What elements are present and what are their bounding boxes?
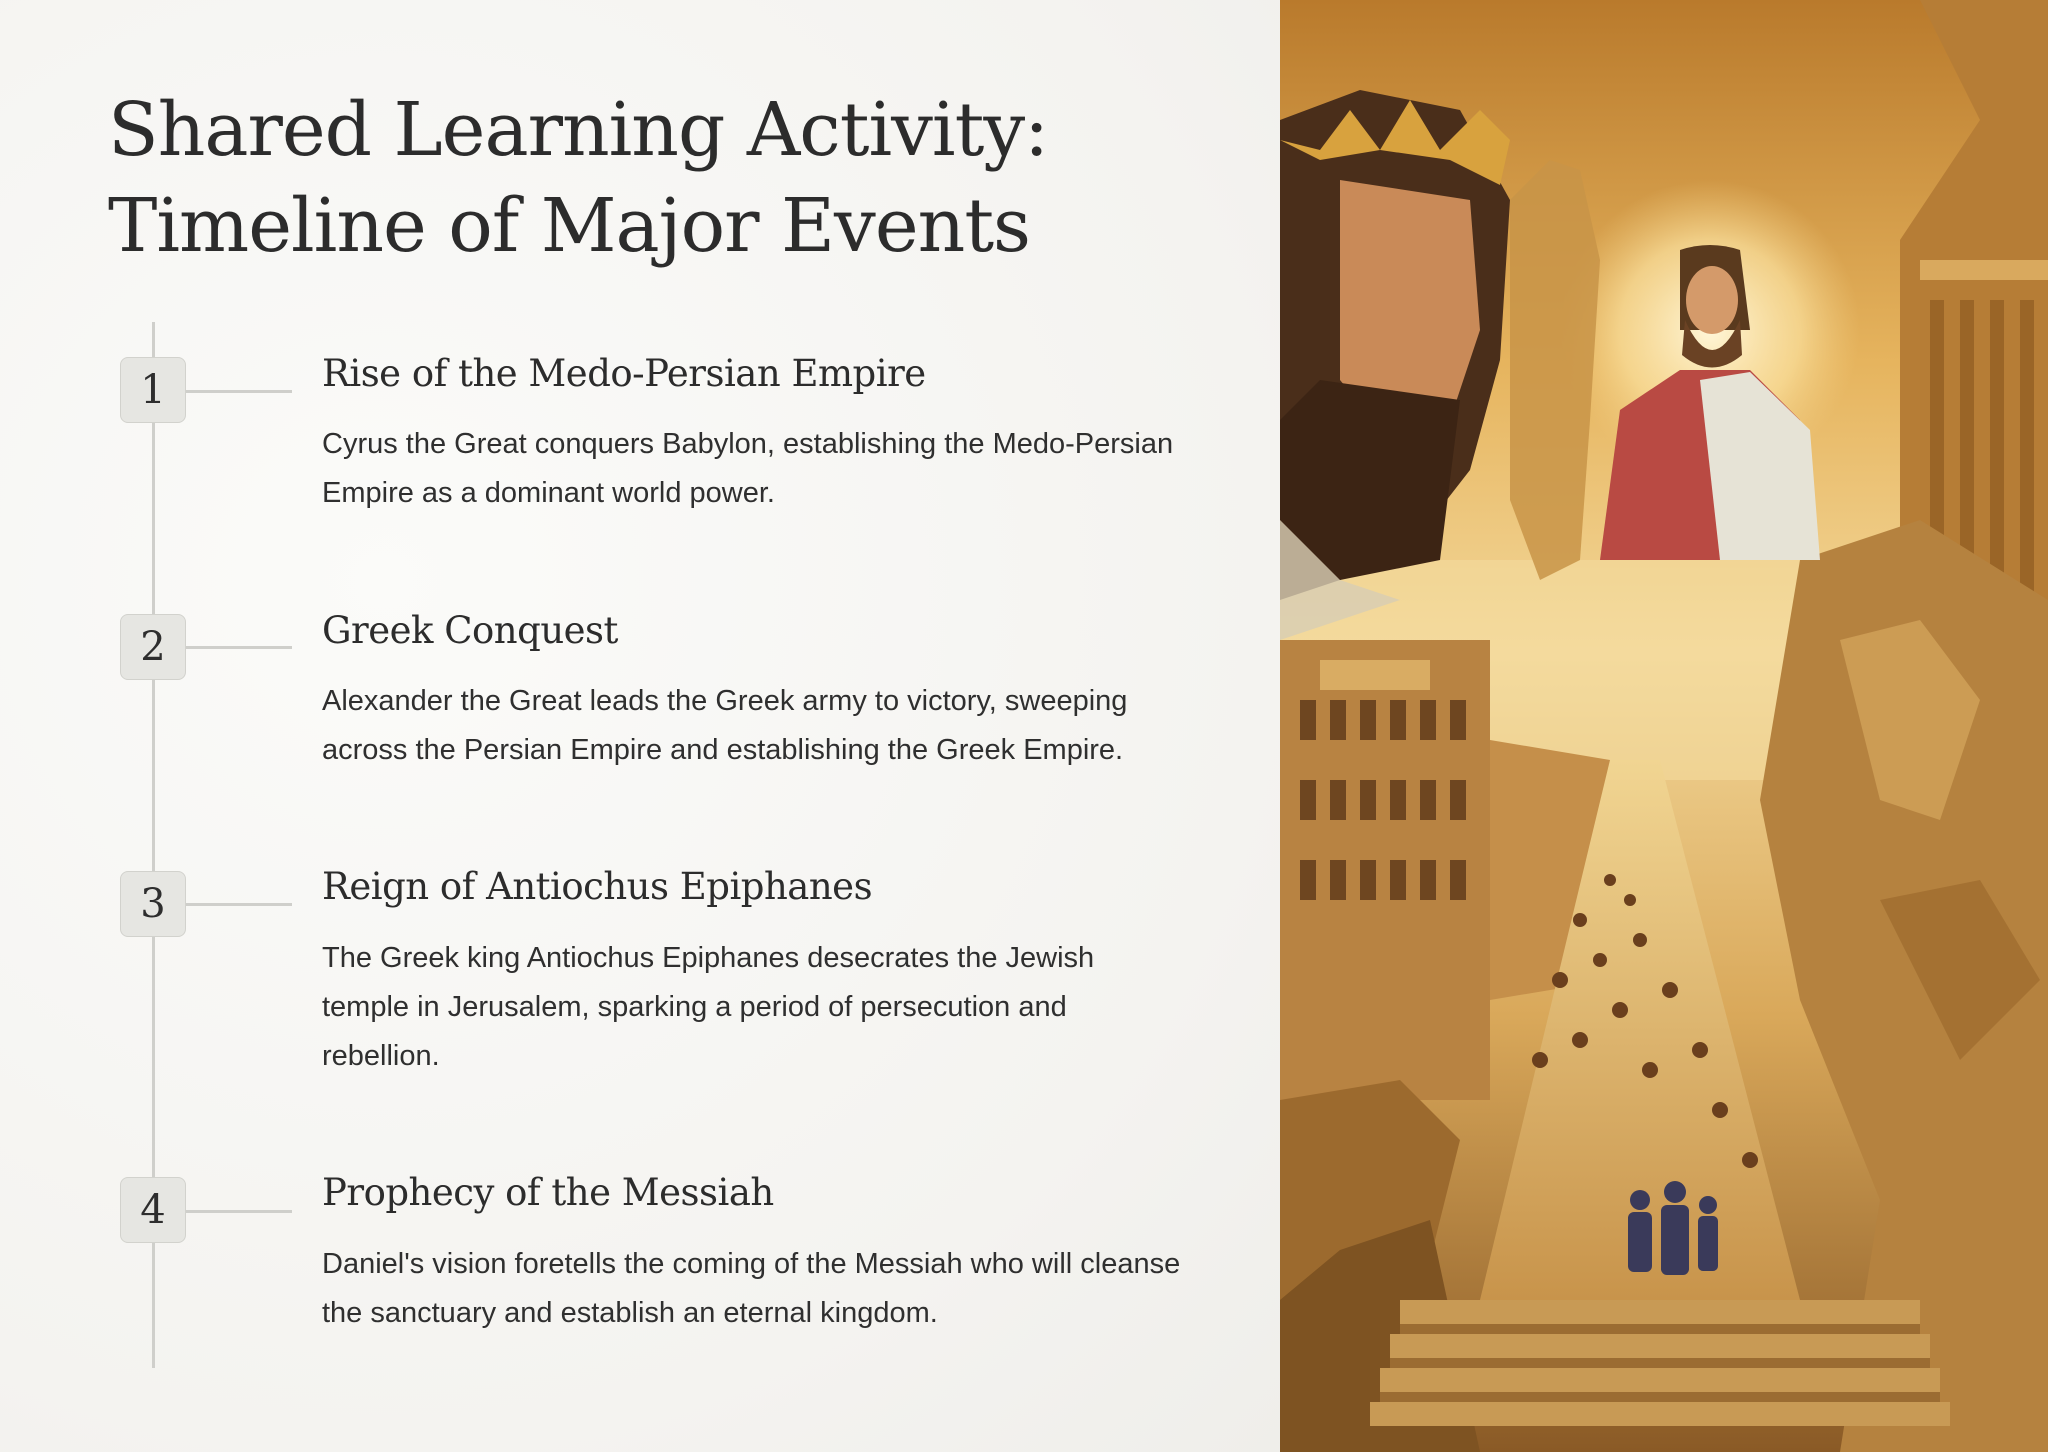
timeline-connector — [186, 390, 292, 393]
ancient-city-illustration — [1280, 0, 2048, 1452]
timeline-number-badge — [120, 871, 186, 937]
page-title-line2: Timeline of Major Events — [108, 183, 1031, 269]
timeline-number: 1 — [140, 367, 166, 413]
timeline-connector — [186, 646, 292, 649]
timeline-item-description: Daniel's vision foretells the coming of the Messiah who will cleanse the sanctuary and establish an eternal kingdom. — [322, 1248, 1181, 1329]
timeline-connector — [186, 1210, 292, 1213]
timeline-item-description: The Greek king Antiochus Epiphanes desecrates the Jewish temple in Jerusalem, sparking a period of persecution and rebellion. — [322, 942, 1095, 1072]
timeline-number: 4 — [140, 1187, 166, 1233]
page-title — [108, 82, 1208, 274]
page-title-line1: Shared Learning Activity: — [108, 87, 1049, 173]
timeline-number: 2 — [140, 624, 166, 670]
timeline-item-title: Rise of the Medo-Persian Empire — [322, 352, 926, 395]
timeline-item-title: Greek Conquest — [322, 609, 618, 652]
timeline-item-title: Reign of Antiochus Epiphanes — [322, 865, 873, 908]
timeline-number-badge — [120, 357, 186, 423]
timeline-connector — [186, 903, 292, 906]
timeline-number-badge — [120, 614, 186, 680]
timeline-item-title: Prophecy of the Messiah — [322, 1171, 774, 1214]
timeline-number: 3 — [140, 881, 166, 927]
timeline-number-badge — [120, 1177, 186, 1243]
timeline-item-description: Cyrus the Great conquers Babylon, establishing the Medo-Persian Empire as a dominant world power. — [322, 428, 1174, 509]
timeline-item-description: Alexander the Great leads the Greek army to victory, sweeping across the Persian Empire and establishing the Greek Empire. — [322, 685, 1128, 766]
